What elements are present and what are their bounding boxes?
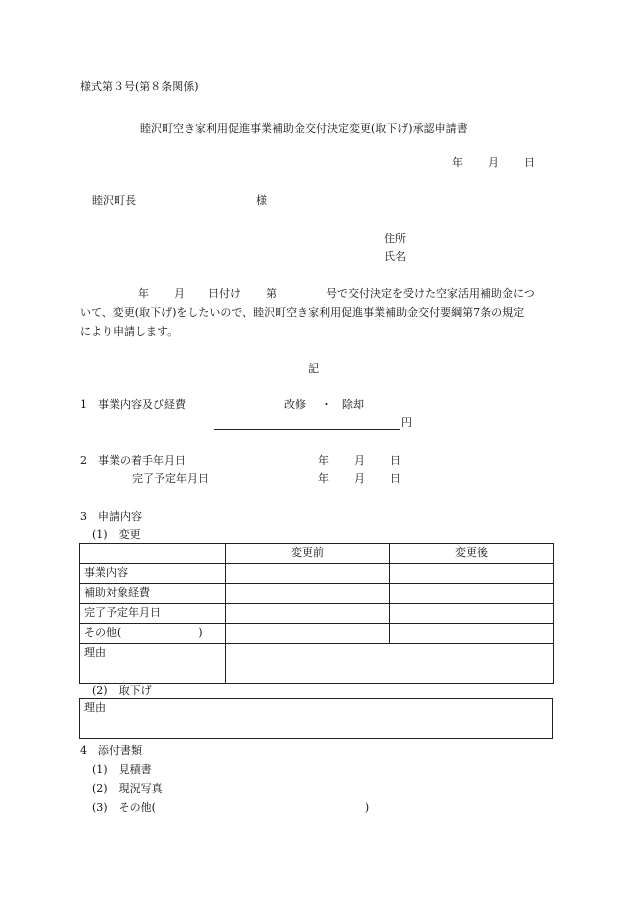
section2-label: 2 事業の着手年月日 — [80, 454, 186, 467]
cell-completion-after[interactable] — [390, 604, 554, 624]
document-title: 睦沢町空き家利用促進事業補助金交付決定変更(取下げ)承認申請書 — [140, 122, 468, 135]
option-renovation: 改修 — [284, 398, 306, 411]
table-header-before: 変更前 — [226, 544, 390, 564]
form-number: 様式第３号(第８条関係) — [80, 80, 199, 93]
withdraw-label: (2) 取下げ — [92, 684, 152, 697]
ki-heading: 記 — [308, 362, 319, 375]
withdraw-table — [79, 698, 553, 739]
table-header-after: 変更後 — [390, 544, 554, 564]
row-label-completion: 完了予定年月日 — [80, 604, 226, 624]
body-date-suffix: 日付け — [208, 287, 241, 300]
date-month-label: 月 — [488, 156, 499, 169]
attachment-other: (3) その他( ) — [92, 801, 370, 814]
table-row — [80, 584, 554, 604]
addressee-name: 睦沢町長 — [92, 194, 136, 207]
start-month-label: 月 — [354, 454, 365, 467]
attachment-photo: (2) 現況写真 — [92, 782, 163, 795]
table-header-row — [80, 544, 554, 564]
cell-business-before[interactable] — [226, 564, 390, 584]
start-day-label: 日 — [390, 454, 401, 467]
end-day-label: 日 — [390, 472, 401, 485]
body-month: 月 — [174, 287, 185, 300]
body-line2: いて、変更(取下げ)をしたいので、睦沢町空き家利用促進事業補助金交付要綱第7条の規定 — [80, 306, 525, 319]
body-year: 年 — [138, 287, 149, 300]
section4-label: 4 添付書類 — [80, 744, 142, 757]
date-year-label: 年 — [452, 156, 463, 169]
currency-yen: 円 — [401, 416, 412, 429]
row-label-business: 事業内容 — [80, 564, 226, 584]
cell-other-after[interactable] — [390, 624, 554, 644]
cell-other-before[interactable] — [226, 624, 390, 644]
table-reason-row — [80, 644, 554, 684]
completion-date-label: 完了予定年月日 — [132, 472, 209, 485]
table-row — [80, 624, 554, 644]
cell-completion-before[interactable] — [226, 604, 390, 624]
attachment-estimate: (1) 見積書 — [92, 763, 152, 776]
body-line1-rest: 号で交付決定を受けた空家活用補助金につ — [326, 287, 535, 300]
withdraw-reason-cell[interactable] — [80, 699, 553, 739]
address-label: 住所 — [384, 232, 406, 245]
change-table — [79, 543, 554, 684]
cell-reason[interactable] — [226, 644, 554, 684]
row-label-other: その他( ) — [80, 624, 226, 644]
withdraw-reason-label: 理由 — [84, 701, 106, 714]
body-number-prefix: 第 — [266, 287, 277, 300]
change-label: (1) 変更 — [92, 528, 141, 541]
cell-cost-after[interactable] — [390, 584, 554, 604]
cell-business-after[interactable] — [390, 564, 554, 584]
row-label-cost: 補助対象経費 — [80, 584, 226, 604]
table-row — [80, 564, 554, 584]
addressee-honorific: 様 — [256, 194, 267, 207]
name-label: 氏名 — [384, 250, 406, 263]
end-month-label: 月 — [354, 472, 365, 485]
section3-label: 3 申請内容 — [80, 510, 142, 523]
table-header-blank — [80, 544, 226, 564]
cell-cost-before[interactable] — [226, 584, 390, 604]
option-demolition: 除却 — [342, 398, 364, 411]
row-label-reason: 理由 — [80, 644, 226, 684]
withdraw-reason-row — [80, 699, 553, 739]
end-year-label: 年 — [318, 472, 329, 485]
section1-label: 1 事業内容及び経費 — [80, 398, 186, 411]
table-row — [80, 604, 554, 624]
date-day-label: 日 — [524, 156, 535, 169]
option-separator: ・ — [321, 398, 332, 411]
body-line3: により申請します。 — [80, 325, 179, 338]
cost-amount-line — [214, 415, 400, 430]
start-year-label: 年 — [318, 454, 329, 467]
